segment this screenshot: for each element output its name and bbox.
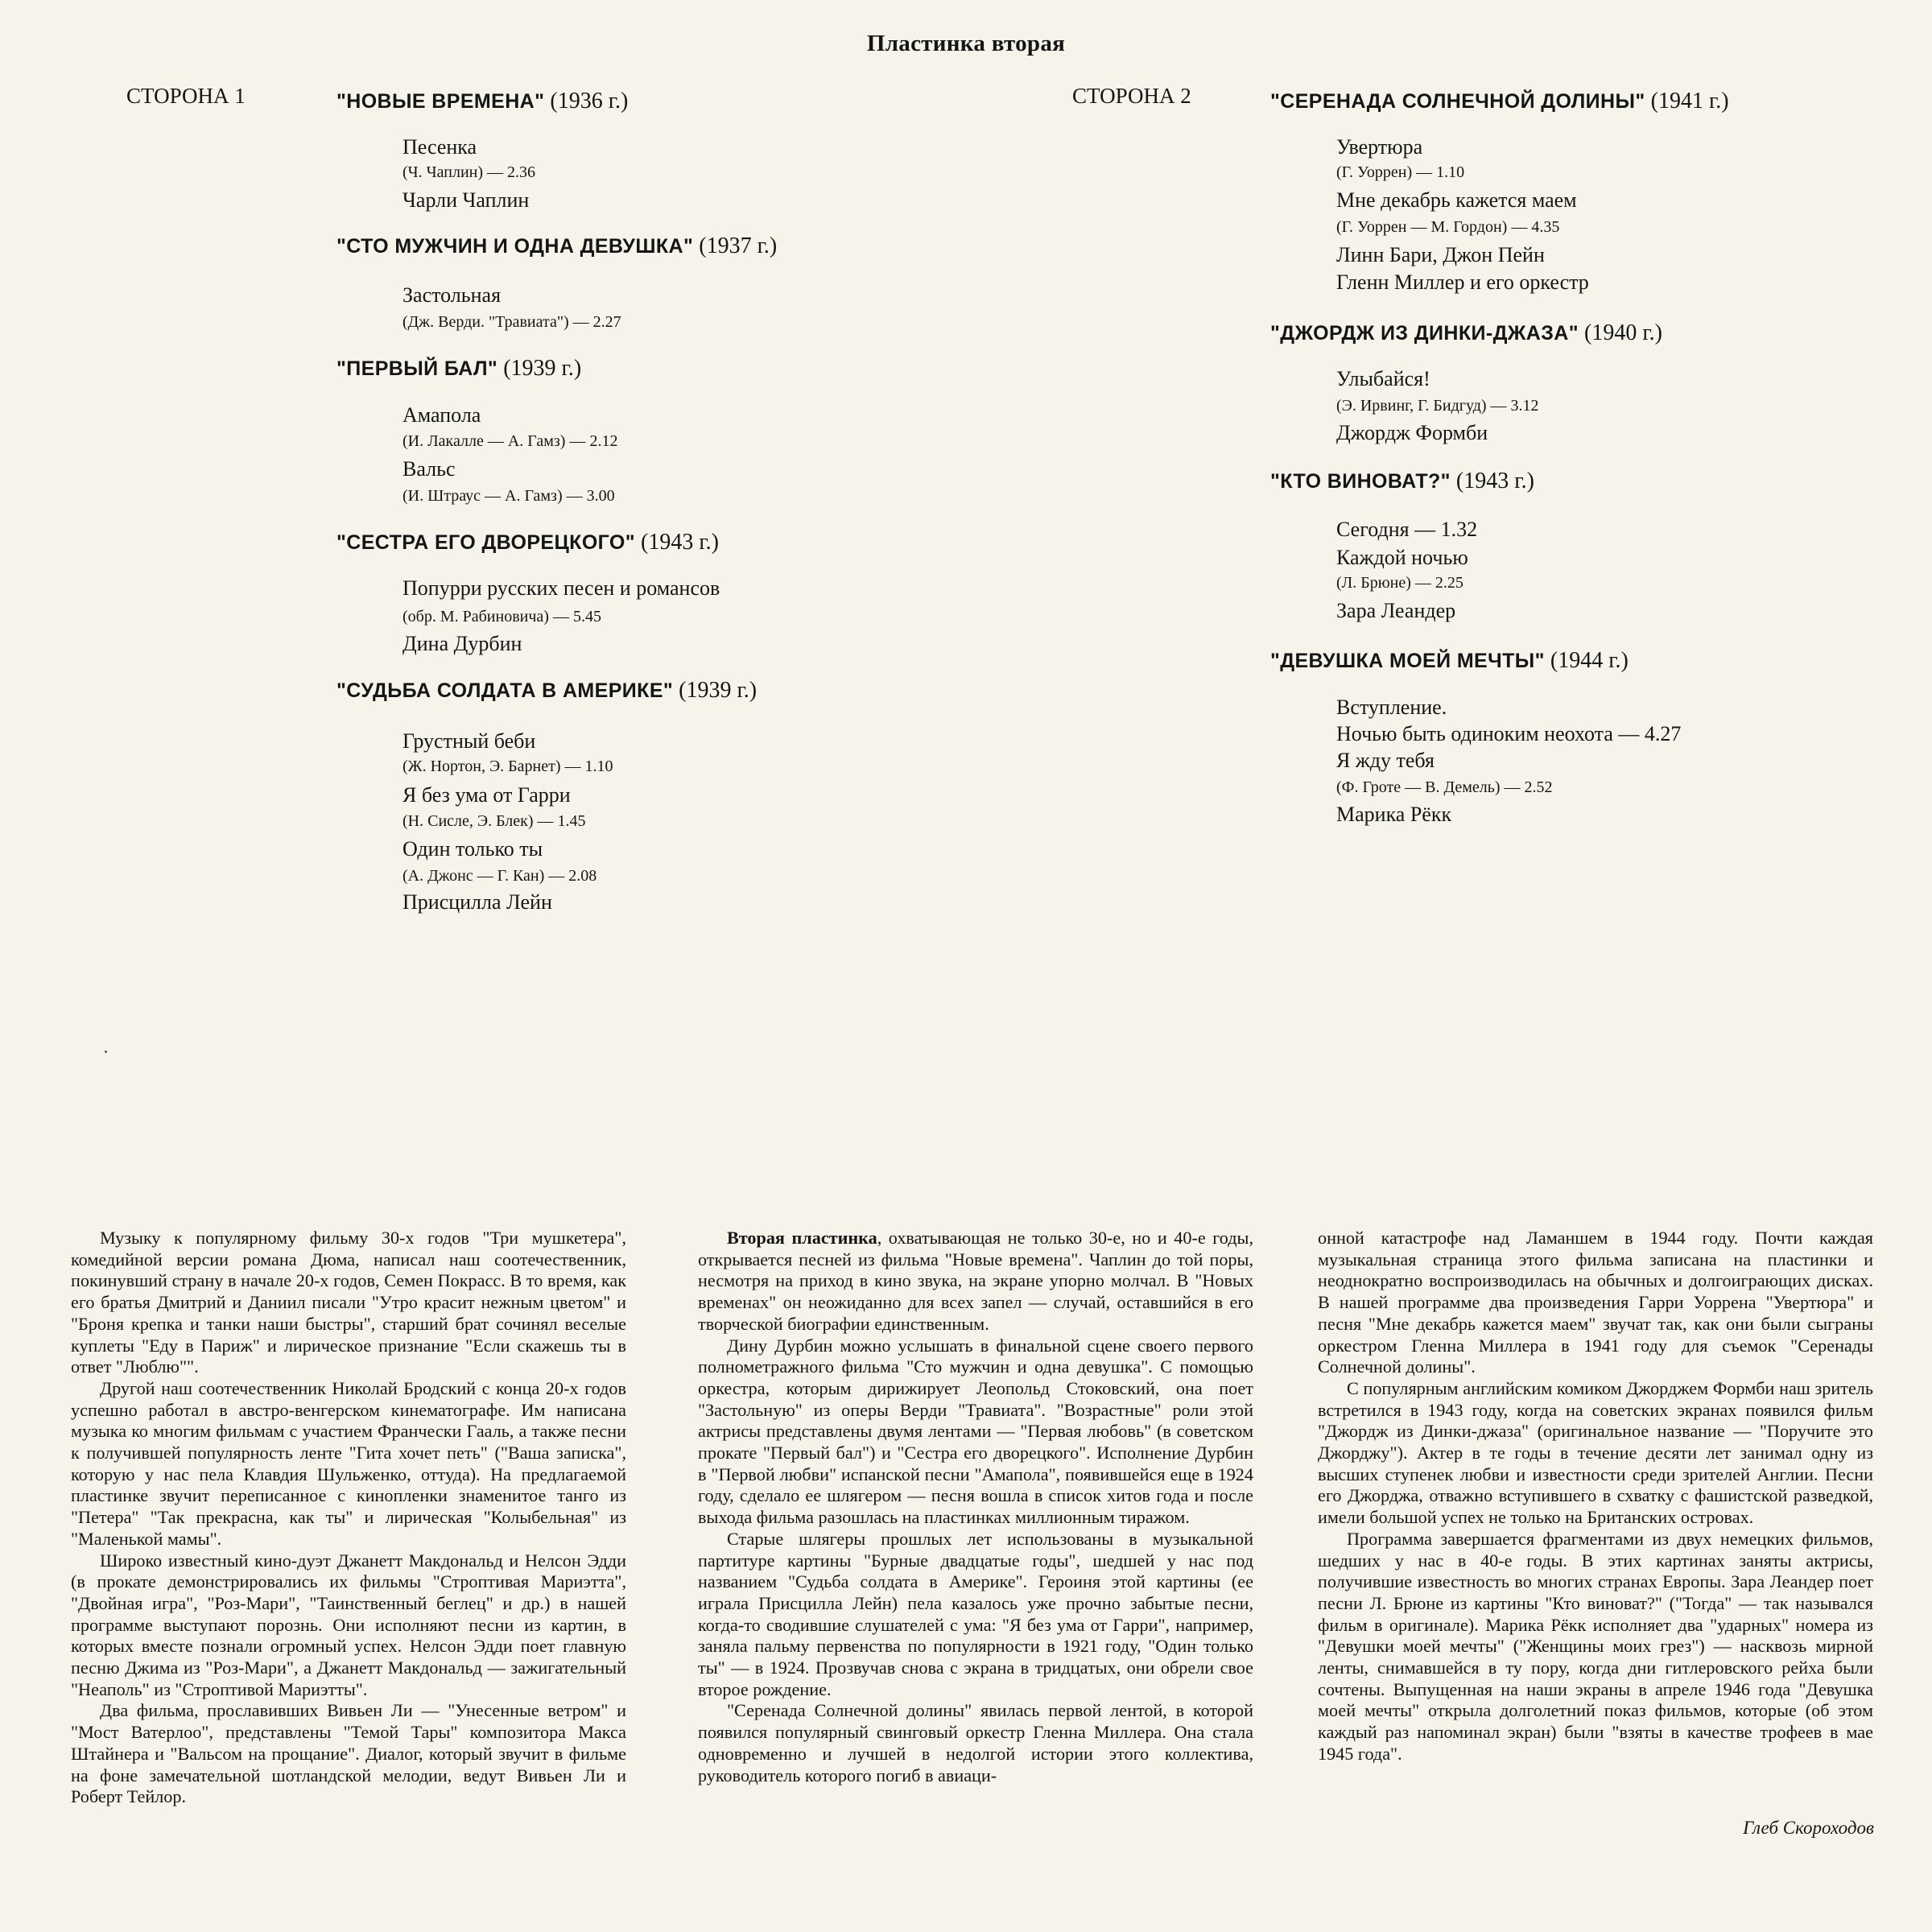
film-title: "ДЕВУШКА МОЕЙ МЕЧТЫ": [1270, 650, 1545, 672]
film-title: "ПЕРВЫЙ БАЛ": [336, 357, 498, 380]
track-entry: Увертюра: [1336, 135, 1423, 159]
essay-paragraph: онной катастрофе над Ламаншем в 1944 году. Почти каждая музыкальная страница этого фильма записана на пластинки и неоднократно воспроизводилась на обычных и долгоиграющих дисках. В нашей программе два произведения Гарри Уоррена "Увертюра" и песня "Мне декабрь кажется маем" звучат так, как они были сыграны оркестром Гленна Миллера в 1941 году для съемок "Серенады Солнечной долины".: [1318, 1228, 1873, 1377]
bold-lead: Вторая пластинка: [727, 1228, 877, 1248]
track-credit: (Г. Уоррен) — 1.10: [1336, 163, 1465, 181]
track-entry: Ночью быть одиноким неохота — 4.27: [1336, 722, 1682, 745]
essay-paragraph: Вторая пластинка, охватывающая не только 30-е, но и 40-е годы, открывается песней из фильма "Новые времена". Чаплин до той поры, несмотря на приход в кино звука, на экране упорно молчал. В "Новых временах" он неожиданно для всех запел — случай, оставшийся в его творческой биографии единственным.: [698, 1228, 1253, 1334]
author-signature: Глеб Скороходов: [1743, 1818, 1874, 1838]
film-heading: [1270, 320, 1662, 346]
film-title: "НОВЫЕ ВРЕМЕНА": [336, 90, 545, 113]
essay-paragraph: С популярным английским комиком Джорджем Формби наш зритель встретился в 1943 году, когда на советских экранах появился фильм "Джордж из Динки-джаза" (оригинальное название — "Поручите это Джорджу"). Актер в те годы в течение десяти лет занимал одну из высших ступенек любви и известности среди зрителей Англии. Песни его Джорджа, отважно вступившего в схватку с фашистской разведкой, имели большой успех не только на Британских островах.: [1318, 1377, 1873, 1528]
track-credit: (Ф. Гроте — В. Демель) — 2.52: [1336, 778, 1553, 796]
film-heading: [1270, 89, 1729, 114]
scan-speck: [105, 1051, 107, 1053]
track-credit: (А. Джонс — Г. Кан) — 2.08: [402, 867, 597, 885]
track-entry: Сегодня — 1.32: [1336, 518, 1478, 541]
essay-paragraph: Старые шлягеры прошлых лет использованы в музыкальной партитуре картины "Бурные двадцатые годы", шедшей у нас под названием "Судьба солдата в Америке". Героиня этой картины (ее играла Присцилла Лейн) пела казалось уже прочно забытые песни, когда-то сводившие слушателей с ума: "Я без ума от Гарри", например, заняла пальму первенства по популярности в 1921 году, "Один только ты" — в 1924. Прозвучав снова с экрана в тридцатых, они обрели свое второе рождение.: [698, 1528, 1253, 1699]
track-credit: (Э. Ирвинг, Г. Бидгуд) — 3.12: [1336, 397, 1539, 415]
essay-paragraph: Программа завершается фрагментами из двух немецких фильмов, шедших у нас в 40-е годы. В этих картинах заняты актрисы, получившие известность во многих странах Европы. Зара Леандер поет песни Л. Брюне из картины "Кто виноват?" ("Тогда" — так назывался фильм в оригинале). Марика Рёкк исполняет два "ударных" номера из "Девушки моей мечты" ("Женщины моих грез") — насквозь мирной ленты, снимавшейся в ту пору, когда дни гитлеровского рейха были сочтены. Выпущенная на наши экраны в апреле 1946 года "Девушка моей мечты" открыла долголетний показ фильмов, которые (об этом каждый раз напоминал экран) были "взяты в качестве трофеев в мае 1945 года".: [1318, 1528, 1873, 1764]
film-year: (1940 г.): [1579, 320, 1663, 345]
film-title: "КТО ВИНОВАТ?": [1270, 470, 1451, 493]
track-entry: Каждой ночью: [1336, 546, 1468, 569]
track-entry: Грустный беби: [402, 729, 536, 753]
track-credit: (Ч. Чаплин) — 2.36: [402, 163, 536, 181]
film-title: "СТО МУЖЧИН И ОДНА ДЕВУШКА": [336, 235, 694, 258]
track-credit: (И. Лакалле — А. Гамз) — 2.12: [402, 432, 618, 450]
film-year: (1943 г.): [635, 530, 720, 555]
track-entry: Марика Рёкк: [1336, 803, 1452, 826]
track-entry: Застольная: [402, 283, 502, 307]
essay-paragraph: Музыку к популярному фильму 30-х годов "Три мушкетера", комедийной версии романа Дюма, написал наш соотечественник, покинувший страну в начале 20-х годов, Семен Покрасс. В то время, как его братья Дмитрий и Даниил писали "Утро красит нежным цветом" и "Броня крепка и танки наши быстры", старший брат сочинял веселые куплеты "Еду в Париж" и лирическое признание "Если скажешь ты в ответ "Люблю"".: [71, 1228, 626, 1377]
film-year: (1939 г.): [497, 356, 582, 381]
track-entry: Вальс: [402, 457, 456, 481]
page-title: Пластинка вторая: [866, 31, 1066, 56]
track-credit: (Ж. Нортон, Э. Барнет) — 1.10: [402, 758, 613, 775]
track-credit: (Дж. Верди. "Травиата") — 2.27: [402, 313, 621, 331]
essay-column-3: [1318, 1228, 1873, 1765]
track-entry: Гленн Миллер и его оркестр: [1336, 270, 1589, 294]
film-title: "СЕСТРА ЕГО ДВОРЕЦКОГО": [336, 531, 636, 554]
film-year: (1939 г.): [673, 678, 758, 703]
track-entry: Улыбайся!: [1336, 367, 1430, 390]
track-entry: Я жду тебя: [1336, 749, 1435, 772]
track-entry: Дина Дурбин: [402, 632, 522, 655]
track-entry: Мне декабрь кажется маем: [1336, 188, 1577, 212]
film-year: (1943 г.): [1450, 469, 1534, 493]
track-entry: Линн Бари, Джон Пейн: [1336, 243, 1545, 266]
track-entry: Зара Леандер: [1336, 599, 1456, 622]
film-year: (1944 г.): [1544, 648, 1629, 673]
film-title: "ДЖОРДЖ ИЗ ДИНКИ-ДЖАЗА": [1270, 322, 1579, 345]
film-heading: [336, 233, 777, 259]
film-title: "СЕРЕНАДА СОЛНЕЧНОЙ ДОЛИНЫ": [1270, 90, 1645, 113]
film-year: (1936 г.): [544, 89, 629, 114]
essay-paragraph: Широко известный кино-дуэт Джанетт Макдональд и Нелсон Эдди (в прокате демонстрировались их фильмы "Строптивая Мариэтта", "Двойная игра", "Роз-Мари", "Таинственный беглец" и др.) в нашей программе выступают порознь. Они исполняют песни из картин, в которых вместе познали огромный успех. Нелсон Эдди поет главную песню Джима из "Роз-Мари", а Джанетт Макдональд — зажигательный "Неаполь" из "Строптивой Мариэтты".: [71, 1550, 626, 1699]
film-heading: [1270, 469, 1534, 494]
film-heading: [336, 530, 719, 555]
essay-paragraph: Дину Дурбин можно услышать в финальной сцене своего первого полнометражного фильма "Сто мужчин и одна девушка". С помощью оркестра, которым дирижирует Леопольд Стоковский, она поет "Застольную" из оперы Верди "Травиата". "Возрастные" роли этой актрисы представлены двумя лентами — "Первая любовь" (в советском прокате "Первый бал") и "Сестра его дворецкого". Исполнение Дурбин в "Первой любви" испанской песни "Амапола", появившейся еще в 1924 году, сделало ее шлягером — песня вошла в список хитов года и после выхода фильма разошлась на пластинках миллионным тиражом.: [698, 1335, 1253, 1528]
track-entry: Присцилла Лейн: [402, 890, 552, 914]
track-credit: (И. Штраус — А. Гамз) — 3.00: [402, 487, 615, 505]
track-entry: Я без ума от Гарри: [402, 783, 571, 807]
essay-paragraph: "Серенада Солнечной долины" явилась первой лентой, в которой появился популярный свинговый оркестр Гленна Миллера. Она стала одновременно и лучшей в недолгой истории этого коллектива, руководитель которого погиб в авиаци-: [698, 1700, 1253, 1785]
track-entry: Джордж Формби: [1336, 421, 1488, 444]
track-entry: Вступление.: [1336, 696, 1447, 719]
essay-column-2: [698, 1228, 1253, 1786]
track-credit: (Л. Брюне) — 2.25: [1336, 574, 1463, 592]
film-year: (1941 г.): [1645, 89, 1729, 114]
essay-column-1: [71, 1228, 626, 1808]
film-title: "СУДЬБА СОЛДАТА В АМЕРИКЕ": [336, 679, 674, 702]
track-entry: Амапола: [402, 403, 481, 427]
track-credit: (Н. Сисле, Э. Блек) — 1.45: [402, 812, 586, 830]
side-2-label: СТОРОНА 2: [1072, 84, 1191, 108]
track-entry: Чарли Чаплин: [402, 188, 530, 212]
film-heading: [336, 678, 757, 704]
track-credit: (Г. Уоррен — М. Гордон) — 4.35: [1336, 218, 1560, 236]
essay-paragraph: Два фильма, прославивших Вивьен Ли — "Унесенные ветром" и "Мост Ватерлоо", представлены "Темой Тары" композитора Макса Штайнера и "Вальсом на прощание". Диалог, который звучит в фильме на фоне замечательной шотландской мелодии, ведут Вивьен Ли и Роберт Тейлор.: [71, 1700, 626, 1807]
side-1-label: СТОРОНА 1: [126, 84, 246, 108]
essay-paragraph: Другой наш соотечественник Николай Бродский с конца 20-х годов успешно работал в австро-венгерском кинематографе. Им написана музыка ко многим фильмам с участием Франчески Гааль, а также песни к получившей популярность ленте "Гита хочет петь" ("Ваша записка", которую у нас пела Клавдия Шульженко, оттуда). На предлагаемой пластинке звучит переписанное с кинопленки знаменитое танго из "Петера" "Так прекрасна, как ты" и лирическая "Колыбельная" из "Маленькой мамы".: [71, 1377, 626, 1549]
track-credit: (обр. М. Рабиновича) — 5.45: [402, 608, 601, 625]
film-heading: [336, 89, 628, 114]
film-heading: [336, 356, 581, 382]
film-year: (1937 г.): [693, 233, 778, 258]
track-entry: Попурри русских песен и романсов: [402, 576, 720, 600]
film-heading: [1270, 648, 1629, 674]
track-entry: Один только ты: [402, 837, 543, 861]
track-entry: Песенка: [402, 135, 477, 159]
